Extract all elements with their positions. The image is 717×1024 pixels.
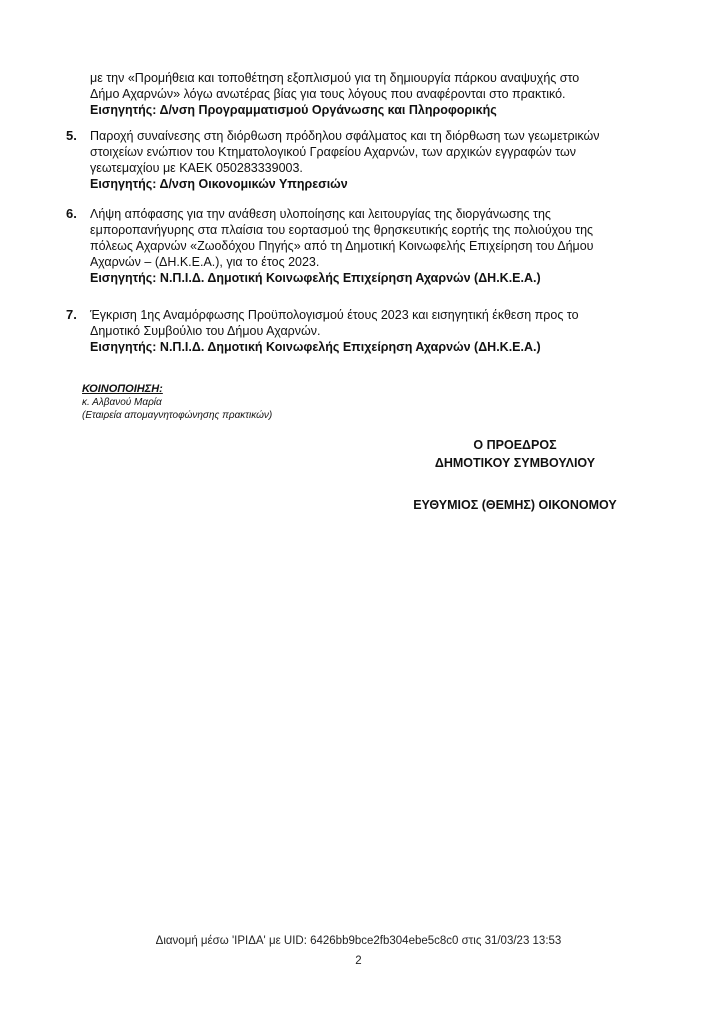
signature-name: ΕΥΘΥΜΙΟΣ (ΘΕΜΗΣ) ΟΙΚΟΝΟΜΟΥ bbox=[413, 498, 617, 512]
item-body bbox=[90, 307, 666, 355]
item-line: Αχαρνών – (ΔΗ.Κ.Ε.Α.), για το έτος 2023. bbox=[90, 255, 320, 269]
notification-block bbox=[82, 383, 272, 422]
item-4-line-1: με την «Προμήθεια και τοποθέτηση εξοπλισμού για τη δημιουργία πάρκου αναψυχής στο bbox=[90, 71, 580, 85]
signature-role bbox=[350, 436, 680, 472]
signature-role-line-1: Ο ΠΡΟΕΔΡΟΣ bbox=[473, 438, 557, 452]
item-line: στοιχείων ενώπιον του Κτηματολογικού Γραφείου Αχαρνών, των αρχικών εγγραφών των bbox=[90, 145, 577, 159]
page-number: 2 bbox=[355, 955, 362, 967]
item-number: 6. bbox=[66, 206, 77, 221]
notification-recipient: κ. Αλβανού Μαρία bbox=[82, 397, 162, 408]
item-body bbox=[90, 128, 666, 192]
item-4-line-2: Δήμο Αχαρνών» λόγω ανωτέρας βίας για τους λόγους που αναφέρονται στο πρακτικό. bbox=[90, 87, 566, 101]
item-line: πόλεως Αχαρνών «Ζωοδόχου Πηγής» από τη Δημοτική Κοινωφελής Επιχείρηση του Δήμου bbox=[90, 239, 594, 253]
notification-title: ΚΟΙΝΟΠΟΙΗΣΗ: bbox=[82, 383, 163, 395]
agenda-item-5 bbox=[66, 128, 666, 192]
item-number: 7. bbox=[66, 307, 77, 322]
item-line: εμποροπανήγυρης στα πλαίσια του εορτασμού της θρησκευτικής εορτής της πολιούχου της bbox=[90, 223, 594, 237]
item-line: Λήψη απόφασης για την ανάθεση υλοποίησης και λειτουργίας της διοργάνωσης της bbox=[90, 207, 551, 221]
item-rapporteur: Εισηγητής: Ν.Π.Ι.Δ. Δημοτική Κοινωφελής Επιχείρηση Αχαρνών (ΔΗ.Κ.Ε.Α.) bbox=[90, 271, 541, 285]
item-rapporteur: Εισηγητής: Δ/νση Οικονομικών Υπηρεσιών bbox=[90, 177, 348, 191]
item-body bbox=[90, 206, 666, 286]
item-rapporteur: Εισηγητής: Ν.Π.Ι.Δ. Δημοτική Κοινωφελής Επιχείρηση Αχαρνών (ΔΗ.Κ.Ε.Α.) bbox=[90, 340, 541, 354]
signature-role-line-2: ΔΗΜΟΤΙΚΟΥ ΣΥΜΒΟΥΛΙΟΥ bbox=[434, 456, 596, 470]
item-4-continuation bbox=[90, 70, 665, 118]
item-line: Έγκριση 1ης Αναμόρφωσης Προϋπολογισμού έτους 2023 και εισηγητική έκθεση προς το bbox=[90, 308, 579, 322]
distribution-footer: Διανομή μέσω 'ΙΡΙΔΑ' με UID: 6426bb9bce2fb304ebe5c8c0 στις 31/03/23 13:53 bbox=[155, 935, 562, 947]
item-number: 5. bbox=[66, 128, 77, 143]
notification-recipient-role: (Εταιρεία απομαγνητοφώνησης πρακτικών) bbox=[82, 410, 273, 421]
agenda-item-6 bbox=[66, 206, 666, 286]
agenda-item-7 bbox=[66, 307, 666, 355]
item-line: γεωτεμαχίου με ΚΑΕΚ 050283339003. bbox=[90, 161, 303, 175]
item-line: Δημοτικό Συμβούλιο του Δήμου Αχαρνών. bbox=[90, 324, 321, 338]
item-line: Παροχή συναίνεσης στη διόρθωση πρόδηλου σφάλματος και τη διόρθωση των γεωμετρικών bbox=[90, 129, 600, 143]
item-4-rapporteur: Εισηγητής: Δ/νση Προγραμματισμού Οργάνωσης και Πληροφορικής bbox=[90, 103, 497, 117]
